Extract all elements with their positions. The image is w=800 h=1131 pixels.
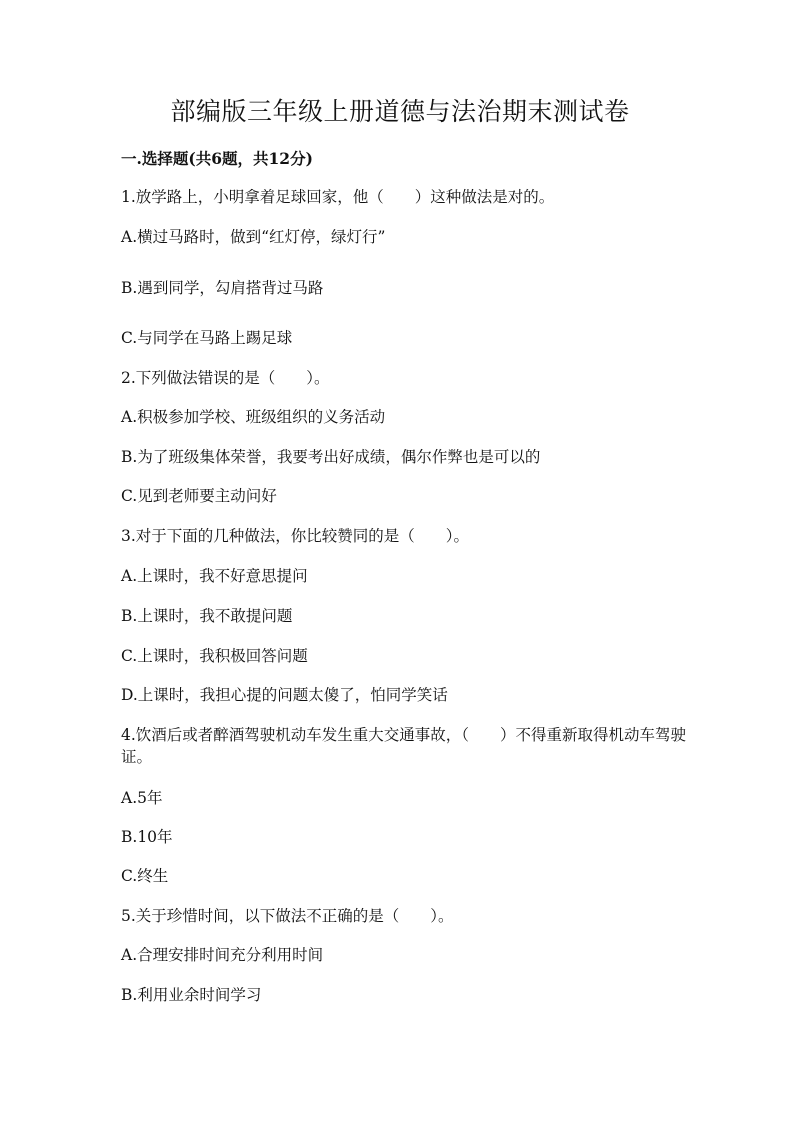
section-heading: 一.选择题(共6题，共12分)	[121, 149, 313, 168]
question-1-option-b: B.遇到同学，勾肩搭背过马路	[121, 279, 324, 297]
question-2-option-a: A.积极参加学校、班级组织的义务活动	[121, 408, 386, 426]
question-2-option-c: C.见到老师要主动问好	[121, 487, 277, 505]
question-3-option-b: B.上课时，我不敢提问题	[121, 607, 293, 625]
question-3-option-d: D.上课时，我担心提的问题太傻了，怕同学笑话	[121, 686, 448, 704]
question-4-option-b: B.10年	[121, 828, 173, 846]
question-5-option-b: B.利用业余时间学习	[121, 986, 262, 1004]
page-title: 部编版三年级上册道德与法治期末测试卷	[170, 97, 630, 126]
question-1-stem: 1.放学路上，小明拿着足球回家，他（ ）这种做法是对的。	[121, 188, 555, 206]
question-3-stem: 3.对于下面的几种做法，你比较赞同的是（ ）。	[121, 527, 470, 545]
question-5-option-a: A.合理安排时间充分利用时间	[121, 946, 324, 964]
question-2-option-b: B.为了班级集体荣誉，我要考出好成绩，偶尔作弊也是可以的	[121, 448, 541, 466]
question-5-stem: 5.关于珍惜时间，以下做法不正确的是（ ）。	[121, 907, 454, 925]
question-1-option-a: A.横过马路时，做到“红灯停，绿灯行”	[121, 228, 386, 246]
question-3-option-c: C.上课时，我积极回答问题	[121, 647, 308, 665]
question-4-option-c: C.终生	[121, 867, 169, 885]
question-1-option-c: C.与同学在马路上踢足球	[121, 329, 293, 347]
question-3-option-a: A.上课时，我不好意思提问	[121, 567, 308, 585]
question-4-stem: 4.饮酒后或者醉酒驾驶机动车发生重大交通事故，（ ）不得重新取得机动车驾驶证。	[121, 726, 687, 766]
question-2-stem: 2.下列做法错误的是（ ）。	[121, 369, 330, 387]
question-4-option-a: A.5年	[121, 789, 163, 807]
